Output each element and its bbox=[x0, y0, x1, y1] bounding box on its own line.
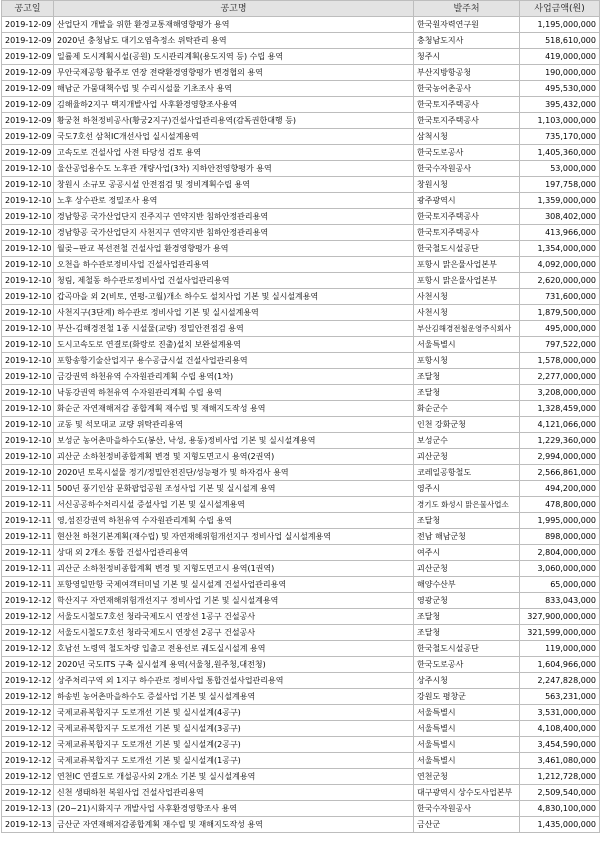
row-name: 고속도로 건설사업 사전 타당성 검토 용역 bbox=[54, 145, 414, 161]
row-name: 산업단지 개발을 위한 환경교통재해영향평가 용역 bbox=[54, 17, 414, 33]
table-row bbox=[2, 129, 600, 145]
row-org: 창원시청 bbox=[414, 177, 520, 193]
header-date: 공고일 bbox=[2, 1, 54, 17]
row-name: 2020년 토목시설물 정기/정밀안전진단/성능평가 및 하자검사 용역 bbox=[54, 465, 414, 481]
row-org: 한국도로공사 bbox=[414, 657, 520, 673]
table-body bbox=[2, 17, 600, 833]
row-name: 영,섬진강권역 하천유역 수자원관리계획 수립 용역 bbox=[54, 513, 414, 529]
row-amount: 1,995,000,000 bbox=[520, 513, 600, 529]
row-name: 상주처리구역 외 1지구 하수관로 정비사업 통합건설사업관리용역 bbox=[54, 673, 414, 689]
row-org: 코레일공항철도 bbox=[414, 465, 520, 481]
row-date: 2019-12-10 bbox=[2, 193, 54, 209]
row-name: 오천읍 하수관로정비사업 건설사업관리용역 bbox=[54, 257, 414, 273]
row-amount: 119,000,000 bbox=[520, 641, 600, 657]
row-org: 서울특별시 bbox=[414, 737, 520, 753]
row-org: 괴산군청 bbox=[414, 561, 520, 577]
row-name: 상대 외 2개소 통합 건설사업관리용역 bbox=[54, 545, 414, 561]
row-date: 2019-12-13 bbox=[2, 817, 54, 833]
row-amount: 321,599,000,000 bbox=[520, 625, 600, 641]
row-amount: 3,461,080,000 bbox=[520, 753, 600, 769]
row-date: 2019-12-09 bbox=[2, 33, 54, 49]
row-date: 2019-12-12 bbox=[2, 609, 54, 625]
row-date: 2019-12-12 bbox=[2, 721, 54, 737]
row-date: 2019-12-10 bbox=[2, 433, 54, 449]
row-name: 연천IC 연결도로 개설공사외 2개소 기본 및 실시설계용역 bbox=[54, 769, 414, 785]
row-name: 2020년 국도ITS 구축 실시설계 용역(서울청,원주청,대전청) bbox=[54, 657, 414, 673]
row-name: 교동 및 석모대교 교량 위탁관리용역 bbox=[54, 417, 414, 433]
row-name: 노후 상수관로 정밀조사 용역 bbox=[54, 193, 414, 209]
row-amount: 2,804,000,000 bbox=[520, 545, 600, 561]
row-name: 월곶~판교 복선전철 건설사업 환경영향평가 용역 bbox=[54, 241, 414, 257]
row-name: 국제교류복합지구 도로개선 기본 및 실시설계(4공구) bbox=[54, 705, 414, 721]
row-date: 2019-12-12 bbox=[2, 785, 54, 801]
notice-table bbox=[1, 0, 600, 833]
row-amount: 1,435,000,000 bbox=[520, 817, 600, 833]
row-name: 울산공업용수도 노후관 개량사업(3차) 지하안전영향평가 용역 bbox=[54, 161, 414, 177]
row-org: 포항시 맑은물사업본부 bbox=[414, 273, 520, 289]
row-amount: 735,170,000 bbox=[520, 129, 600, 145]
table-row bbox=[2, 369, 600, 385]
row-org: 화순군수 bbox=[414, 401, 520, 417]
row-org: 사천시청 bbox=[414, 289, 520, 305]
row-name: 500년 풍기인삼 문화팝업공원 조성사업 기본 및 실시설계 용역 bbox=[54, 481, 414, 497]
row-amount: 1,578,000,000 bbox=[520, 353, 600, 369]
row-amount: 494,200,000 bbox=[520, 481, 600, 497]
row-date: 2019-12-10 bbox=[2, 273, 54, 289]
row-amount: 2,566,861,000 bbox=[520, 465, 600, 481]
row-org: 한국농어촌공사 bbox=[414, 81, 520, 97]
row-amount: 190,000,000 bbox=[520, 65, 600, 81]
row-org: 영주시 bbox=[414, 481, 520, 497]
row-amount: 2,620,000,000 bbox=[520, 273, 600, 289]
row-org: 해양수산부 bbox=[414, 577, 520, 593]
row-date: 2019-12-11 bbox=[2, 513, 54, 529]
row-date: 2019-12-10 bbox=[2, 353, 54, 369]
table-row bbox=[2, 673, 600, 689]
row-org: 서울특별시 bbox=[414, 337, 520, 353]
row-date: 2019-12-10 bbox=[2, 337, 54, 353]
row-amount: 1,328,459,000 bbox=[520, 401, 600, 417]
table-row bbox=[2, 641, 600, 657]
row-name: 서울도시철도7호선 청라국제도시 연장선 2공구 건설공사 bbox=[54, 625, 414, 641]
row-amount: 2,509,540,000 bbox=[520, 785, 600, 801]
row-name: 국제교류복합지구 도로개선 기본 및 실시설계(3공구) bbox=[54, 721, 414, 737]
table-row bbox=[2, 497, 600, 513]
row-date: 2019-12-12 bbox=[2, 737, 54, 753]
row-date: 2019-12-10 bbox=[2, 401, 54, 417]
row-org: 괴산군청 bbox=[414, 449, 520, 465]
row-org: 인천 강화군청 bbox=[414, 417, 520, 433]
row-amount: 4,108,400,000 bbox=[520, 721, 600, 737]
row-name: 포항송항기술산업지구 용수공급시설 건설사업관리용역 bbox=[54, 353, 414, 369]
row-amount: 197,758,000 bbox=[520, 177, 600, 193]
row-name: 학산지구 자연재해위험개선지구 정비사업 기본 및 실시설계용역 bbox=[54, 593, 414, 609]
row-amount: 1,604,966,000 bbox=[520, 657, 600, 673]
row-date: 2019-12-10 bbox=[2, 369, 54, 385]
table-row bbox=[2, 721, 600, 737]
table-row bbox=[2, 209, 600, 225]
row-org: 조달청 bbox=[414, 625, 520, 641]
table-row bbox=[2, 529, 600, 545]
table-row bbox=[2, 225, 600, 241]
row-org: 상주시청 bbox=[414, 673, 520, 689]
row-org: 전남 해남군청 bbox=[414, 529, 520, 545]
row-date: 2019-12-09 bbox=[2, 49, 54, 65]
row-org: 청주시 bbox=[414, 49, 520, 65]
row-amount: 1,195,000,000 bbox=[520, 17, 600, 33]
row-name: 괴산군 소하천정비종합계획 변경 및 지형도면고시 용역(1권역) bbox=[54, 561, 414, 577]
table-row bbox=[2, 97, 600, 113]
header-amount: 사업금액(원) bbox=[520, 1, 600, 17]
row-org: 삼척시청 bbox=[414, 129, 520, 145]
table-row bbox=[2, 193, 600, 209]
row-date: 2019-12-12 bbox=[2, 673, 54, 689]
row-date: 2019-12-11 bbox=[2, 577, 54, 593]
row-amount: 563,231,000 bbox=[520, 689, 600, 705]
row-org: 포항시청 bbox=[414, 353, 520, 369]
row-org: 사천시청 bbox=[414, 305, 520, 321]
table-row bbox=[2, 161, 600, 177]
row-date: 2019-12-11 bbox=[2, 481, 54, 497]
row-amount: 2,277,000,000 bbox=[520, 369, 600, 385]
table-row bbox=[2, 353, 600, 369]
table-row bbox=[2, 65, 600, 81]
row-name: 국제교류복합지구 도로개선 기본 및 실시설계(2공구) bbox=[54, 737, 414, 753]
table-row bbox=[2, 305, 600, 321]
row-org: 한국철도시설공단 bbox=[414, 241, 520, 257]
table-row bbox=[2, 689, 600, 705]
row-org: 경기도 화성시 맑은물사업소 bbox=[414, 497, 520, 513]
table-row bbox=[2, 561, 600, 577]
row-amount: 413,966,000 bbox=[520, 225, 600, 241]
row-amount: 65,000,000 bbox=[520, 577, 600, 593]
table-row bbox=[2, 33, 600, 49]
row-name: (20~21)시화지구 개발사업 사후환경영향조사 용역 bbox=[54, 801, 414, 817]
row-org: 한국토지주택공사 bbox=[414, 209, 520, 225]
row-date: 2019-12-10 bbox=[2, 321, 54, 337]
row-date: 2019-12-09 bbox=[2, 129, 54, 145]
table-row bbox=[2, 481, 600, 497]
row-date: 2019-12-11 bbox=[2, 561, 54, 577]
row-amount: 1,405,360,000 bbox=[520, 145, 600, 161]
row-name: 신천 생태하천 복원사업 건설사업관리용역 bbox=[54, 785, 414, 801]
row-date: 2019-12-12 bbox=[2, 641, 54, 657]
row-amount: 327,900,000,000 bbox=[520, 609, 600, 625]
row-name: 청림, 제철동 하수관로정비사업 건설사업관리용역 bbox=[54, 273, 414, 289]
row-name: 경남항공 국가산업단지 진주지구 연약지반 침하안정관리용역 bbox=[54, 209, 414, 225]
row-amount: 419,000,000 bbox=[520, 49, 600, 65]
row-org: 부산지방항공청 bbox=[414, 65, 520, 81]
row-date: 2019-12-10 bbox=[2, 161, 54, 177]
row-date: 2019-12-10 bbox=[2, 241, 54, 257]
table-row bbox=[2, 817, 600, 833]
row-org: 한국원자력연구원 bbox=[414, 17, 520, 33]
row-date: 2019-12-10 bbox=[2, 177, 54, 193]
row-name: 갑곡마을 외 2(비토, 연평-고월)개소 하수도 설치사업 기본 및 실시설계용역 bbox=[54, 289, 414, 305]
row-name: 하송빈 농어촌마을하수도 증설사업 기본 및 실시설계용역 bbox=[54, 689, 414, 705]
table-row bbox=[2, 289, 600, 305]
row-org: 한국토지주택공사 bbox=[414, 113, 520, 129]
row-name: 보성군 농어촌마을하수도(봉산, 낙성, 용동)정비사업 기본 및 실시설계용역 bbox=[54, 433, 414, 449]
table-row bbox=[2, 145, 600, 161]
row-name: 국도7호선 삼척IC개선사업 실시설계용역 bbox=[54, 129, 414, 145]
row-date: 2019-12-09 bbox=[2, 65, 54, 81]
row-amount: 1,359,000,000 bbox=[520, 193, 600, 209]
header-org: 발주처 bbox=[414, 1, 520, 17]
row-org: 한국철도시설공단 bbox=[414, 641, 520, 657]
row-org: 부산김해경전철운영주식회사 bbox=[414, 321, 520, 337]
row-org: 조달청 bbox=[414, 369, 520, 385]
row-name: 해남군 가뭄대책수립 및 수리시설물 기초조사 용역 bbox=[54, 81, 414, 97]
table-row bbox=[2, 577, 600, 593]
row-org: 한국수자원공사 bbox=[414, 161, 520, 177]
table-row bbox=[2, 337, 600, 353]
row-name: 괴산군 소하천정비종합계획 변경 및 지형도면고시 용역(2권역) bbox=[54, 449, 414, 465]
row-amount: 3,060,000,000 bbox=[520, 561, 600, 577]
row-amount: 53,000,000 bbox=[520, 161, 600, 177]
row-amount: 4,121,066,000 bbox=[520, 417, 600, 433]
row-date: 2019-12-12 bbox=[2, 689, 54, 705]
row-date: 2019-12-10 bbox=[2, 257, 54, 273]
row-name: 일률제 도시계획시설(공원) 도시관리계획(용도지역 등) 수립 용역 bbox=[54, 49, 414, 65]
table-row bbox=[2, 17, 600, 33]
table-row bbox=[2, 785, 600, 801]
row-org: 서울특별시 bbox=[414, 753, 520, 769]
table-row bbox=[2, 753, 600, 769]
row-date: 2019-12-10 bbox=[2, 417, 54, 433]
row-name: 금강권역 하천유역 수자원관리계획 수립 용역(1차) bbox=[54, 369, 414, 385]
row-name: 황궁천 하천정비공사(황궁2지구)건설사업관리용역(감독권한대행 등) bbox=[54, 113, 414, 129]
row-name: 낙동강권역 하천유역 수자원관리계획 수립 용역 bbox=[54, 385, 414, 401]
table-row bbox=[2, 609, 600, 625]
table-row bbox=[2, 257, 600, 273]
header-row bbox=[2, 1, 600, 17]
row-name: 부산-김해경전철 1종 시설물(교량) 정밀안전점검 용역 bbox=[54, 321, 414, 337]
row-date: 2019-12-10 bbox=[2, 289, 54, 305]
row-org: 한국도로공사 bbox=[414, 145, 520, 161]
row-date: 2019-12-12 bbox=[2, 657, 54, 673]
table-row bbox=[2, 449, 600, 465]
row-org: 영광군청 bbox=[414, 593, 520, 609]
row-date: 2019-12-09 bbox=[2, 81, 54, 97]
table-row bbox=[2, 81, 600, 97]
row-amount: 478,800,000 bbox=[520, 497, 600, 513]
row-amount: 2,994,000,000 bbox=[520, 449, 600, 465]
table-row bbox=[2, 241, 600, 257]
row-org: 보성군수 bbox=[414, 433, 520, 449]
row-amount: 797,522,000 bbox=[520, 337, 600, 353]
table-row bbox=[2, 177, 600, 193]
table-row bbox=[2, 593, 600, 609]
row-org: 연천군청 bbox=[414, 769, 520, 785]
table-row bbox=[2, 113, 600, 129]
row-amount: 833,043,000 bbox=[520, 593, 600, 609]
table-row bbox=[2, 321, 600, 337]
row-date: 2019-12-11 bbox=[2, 545, 54, 561]
table-row bbox=[2, 401, 600, 417]
table-row bbox=[2, 465, 600, 481]
row-date: 2019-12-10 bbox=[2, 465, 54, 481]
row-amount: 495,530,000 bbox=[520, 81, 600, 97]
row-date: 2019-12-12 bbox=[2, 625, 54, 641]
row-amount: 4,092,000,000 bbox=[520, 257, 600, 273]
row-org: 한국토지주택공사 bbox=[414, 225, 520, 241]
row-org: 포항시 맑은물사업본부 bbox=[414, 257, 520, 273]
table-row bbox=[2, 417, 600, 433]
row-date: 2019-12-10 bbox=[2, 449, 54, 465]
row-date: 2019-12-12 bbox=[2, 769, 54, 785]
row-org: 한국토지주택공사 bbox=[414, 97, 520, 113]
row-date: 2019-12-10 bbox=[2, 209, 54, 225]
row-name: 김해율하2지구 택지개발사업 사후환경영향조사용역 bbox=[54, 97, 414, 113]
row-org: 조달청 bbox=[414, 385, 520, 401]
row-org: 서울특별시 bbox=[414, 705, 520, 721]
row-date: 2019-12-12 bbox=[2, 705, 54, 721]
row-date: 2019-12-09 bbox=[2, 145, 54, 161]
row-name: 포항영일만항 국제여객터미널 기본 및 실시설계 건설사업관리용역 bbox=[54, 577, 414, 593]
table-row bbox=[2, 737, 600, 753]
header-name: 공고명 bbox=[54, 1, 414, 17]
row-amount: 1,229,360,000 bbox=[520, 433, 600, 449]
row-date: 2019-12-10 bbox=[2, 385, 54, 401]
row-amount: 1,354,000,000 bbox=[520, 241, 600, 257]
row-name: 국제교류복합지구 도로개선 기본 및 실시설계(1공구) bbox=[54, 753, 414, 769]
table-row bbox=[2, 273, 600, 289]
row-amount: 1,879,500,000 bbox=[520, 305, 600, 321]
table-row bbox=[2, 705, 600, 721]
table-row bbox=[2, 49, 600, 65]
row-amount: 1,103,000,000 bbox=[520, 113, 600, 129]
row-amount: 518,610,000 bbox=[520, 33, 600, 49]
row-name: 현산천 하천기본계획(재수립) 및 자연재해위험개선지구 정비사업 실시설계용역 bbox=[54, 529, 414, 545]
row-date: 2019-12-12 bbox=[2, 593, 54, 609]
table-row bbox=[2, 433, 600, 449]
row-date: 2019-12-09 bbox=[2, 97, 54, 113]
row-amount: 308,402,000 bbox=[520, 209, 600, 225]
row-name: 2020년 충청남도 대기오염측정소 위탁관리 용역 bbox=[54, 33, 414, 49]
row-org: 강원도 평창군 bbox=[414, 689, 520, 705]
row-amount: 898,000,000 bbox=[520, 529, 600, 545]
row-amount: 3,531,000,000 bbox=[520, 705, 600, 721]
row-org: 금산군 bbox=[414, 817, 520, 833]
row-name: 경남항공 국가산업단지 사천지구 연약지반 침하안정관리용역 bbox=[54, 225, 414, 241]
row-date: 2019-12-13 bbox=[2, 801, 54, 817]
row-amount: 3,208,000,000 bbox=[520, 385, 600, 401]
row-date: 2019-12-10 bbox=[2, 225, 54, 241]
table-row bbox=[2, 513, 600, 529]
row-org: 한국수자원공사 bbox=[414, 801, 520, 817]
table-row bbox=[2, 385, 600, 401]
row-date: 2019-12-12 bbox=[2, 753, 54, 769]
row-org: 대구광역시 상수도사업본부 bbox=[414, 785, 520, 801]
row-amount: 3,454,590,000 bbox=[520, 737, 600, 753]
row-org: 여주시 bbox=[414, 545, 520, 561]
row-amount: 395,432,000 bbox=[520, 97, 600, 113]
row-name: 화순군 자연재해저감 종합계획 재수립 및 재해지도작성 용역 bbox=[54, 401, 414, 417]
row-date: 2019-12-09 bbox=[2, 17, 54, 33]
row-amount: 495,000,000 bbox=[520, 321, 600, 337]
row-amount: 4,830,100,000 bbox=[520, 801, 600, 817]
table-row bbox=[2, 769, 600, 785]
row-date: 2019-12-10 bbox=[2, 305, 54, 321]
row-name: 금산군 자연재해저감종합계획 재수립 및 재해지도작성 용역 bbox=[54, 817, 414, 833]
row-org: 조달청 bbox=[414, 609, 520, 625]
row-name: 사천지구(3단계) 하수관로 정비사업 기본 및 실시설계용역 bbox=[54, 305, 414, 321]
row-date: 2019-12-09 bbox=[2, 113, 54, 129]
table-row bbox=[2, 801, 600, 817]
row-name: 서신공공하수처리시설 증설사업 기본 및 실시설계용역 bbox=[54, 497, 414, 513]
row-name: 무안국제공항 활주로 연장 전략환경영향평가 변경협의 용역 bbox=[54, 65, 414, 81]
row-amount: 1,212,728,000 bbox=[520, 769, 600, 785]
table-row bbox=[2, 625, 600, 641]
table-row bbox=[2, 657, 600, 673]
row-org: 충청남도지사 bbox=[414, 33, 520, 49]
row-name: 도시고속도로 연결로(화랑로 진출)설치 보완설계용역 bbox=[54, 337, 414, 353]
row-org: 서울특별시 bbox=[414, 721, 520, 737]
row-name: 창원시 소규모 공공시설 안전점검 및 정비계획수립 용역 bbox=[54, 177, 414, 193]
row-date: 2019-12-11 bbox=[2, 529, 54, 545]
row-org: 조달청 bbox=[414, 513, 520, 529]
row-name: 호남선 노령역 철도차량 입출고 전용선로 궤도실시설계 용역 bbox=[54, 641, 414, 657]
row-name: 서울도시철도7호선 청라국제도시 연장선 1공구 건설공사 bbox=[54, 609, 414, 625]
row-date: 2019-12-11 bbox=[2, 497, 54, 513]
row-amount: 2,247,828,000 bbox=[520, 673, 600, 689]
table-row bbox=[2, 545, 600, 561]
row-org: 광주광역시 bbox=[414, 193, 520, 209]
row-amount: 731,600,000 bbox=[520, 289, 600, 305]
